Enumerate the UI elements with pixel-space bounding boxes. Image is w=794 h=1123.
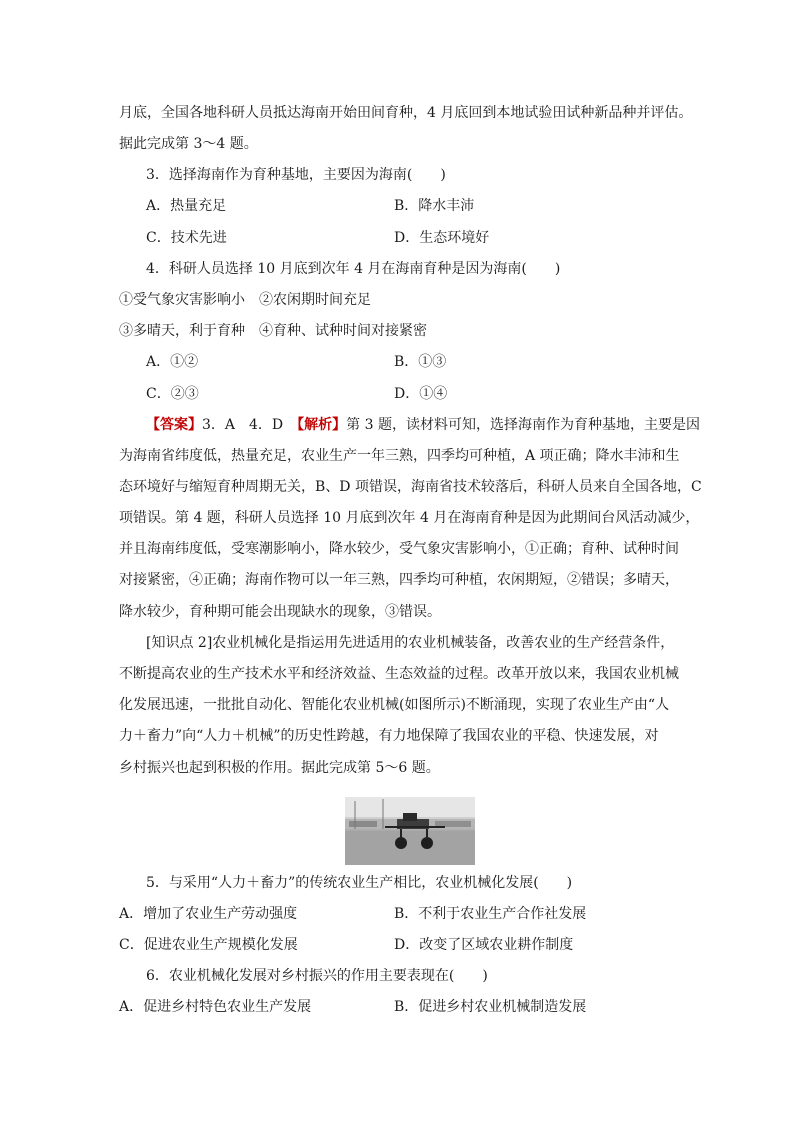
answer-values: 3．A 4．D bbox=[202, 417, 298, 433]
question-4-option-a: A．①② bbox=[146, 354, 199, 370]
question-4-statements-1: ①受气象灾害影响小 ②农闲期时间充足 bbox=[119, 292, 371, 308]
answer-first-line bbox=[146, 416, 700, 434]
question-4-statements-2: ③多晴天，利于育种 ④育种、试种时间对接紧密 bbox=[119, 323, 427, 339]
analysis-tag: 【解析】 bbox=[297, 417, 347, 433]
knowledge-point-2-line: 力＋畜力”向“人力＋机械”的历史性跨越，有力地保障了我国农业的平稳、快速发展，对 bbox=[119, 728, 659, 744]
question-5-option-a: A．增加了农业生产劳动强度 bbox=[119, 906, 298, 922]
question-5-option-d: D．改变了区域农业耕作制度 bbox=[394, 937, 574, 953]
question-4-option-d: D．①④ bbox=[394, 386, 448, 402]
question-3-stem: 3．选择海南作为育种基地，主要因为海南( ) bbox=[146, 167, 446, 183]
question-6-stem: 6．农业机械化发展对乡村振兴的作用主要表现在( ) bbox=[146, 968, 488, 984]
question-5-option-b: B．不利于农业生产合作社发展 bbox=[394, 906, 587, 922]
question-4-option-c: C．②③ bbox=[146, 386, 199, 402]
question-6-option-b: B．促进乡村农业机械制造发展 bbox=[394, 999, 587, 1015]
question-3-option-d: D．生态环境好 bbox=[394, 230, 490, 246]
analysis-text: 第 3 题，读材料可知，选择海南作为育种基地，主要是因 bbox=[346, 417, 700, 433]
intro-line-2: 据此完成第 3～4 题。 bbox=[119, 136, 258, 152]
analysis-line: 降水较少，育种期可能会出现缺水的现象，③错误。 bbox=[119, 604, 441, 620]
question-5-stem: 5．与采用“人力＋畜力”的传统农业生产相比，农业机械化发展( ) bbox=[146, 875, 573, 891]
question-5-option-c: C．促进农业生产规模化发展 bbox=[119, 937, 298, 953]
question-3-option-a: A．热量充足 bbox=[146, 198, 227, 214]
analysis-line: 对接紧密，④正确；海南作物可以一年三熟，四季均可种植，农闲期短，②错误；多晴天， bbox=[119, 572, 679, 588]
knowledge-point-2-line: 化发展迅速，一批批自动化、智能化农业机械(如图所示)不断涌现，实现了农业生产由“人 bbox=[119, 697, 670, 713]
question-3-option-c: C．技术先进 bbox=[146, 230, 227, 246]
analysis-line: 项错误。第 4 题，科研人员选择 10 月底到次年 4 月在海南育种是因为此期间台风活动减少， bbox=[119, 510, 700, 526]
answer-tag: 【答案】 bbox=[146, 417, 202, 433]
intro-line-1: 月底，全国各地科研人员抵达海南开始田间育种，4 月底回到本地试验田试种新品种并评估。 bbox=[119, 105, 693, 121]
knowledge-point-2-line: 不断提高农业的生产技术水平和经济效益、生态效益的过程。改革开放以来，我国农业机械 bbox=[119, 666, 679, 682]
analysis-line: 并且海南纬度低，受寒潮影响小，降水较少，受气象灾害影响小，①正确；育种、试种时间 bbox=[119, 541, 679, 557]
question-4-stem: 4．科研人员选择 10 月底到次年 4 月在海南育种是因为海南( ) bbox=[146, 261, 561, 277]
knowledge-point-2-line: 乡村振兴也起到积极的作用。据此完成第 5～6 题。 bbox=[119, 760, 440, 776]
farm-machinery-photo bbox=[345, 797, 475, 865]
analysis-line: 为海南省纬度低，热量充足，农业生产一年三熟，四季均可种植，A 项正确；降水丰沛和生 bbox=[119, 448, 680, 464]
analysis-line: 态环境好与缩短育种周期无关，B、D 项错误，海南省技术较落后，科研人员来自全国各地，C bbox=[119, 479, 702, 495]
question-6-option-a: A．促进乡村特色农业生产发展 bbox=[119, 999, 312, 1015]
knowledge-point-2-line: [知识点 2]农业机械化是指运用先进适用的农业机械装备，改善农业的生产经营条件， bbox=[146, 635, 675, 651]
question-3-option-b: B．降水丰沛 bbox=[394, 198, 475, 214]
question-4-option-b: B．①③ bbox=[394, 354, 447, 370]
